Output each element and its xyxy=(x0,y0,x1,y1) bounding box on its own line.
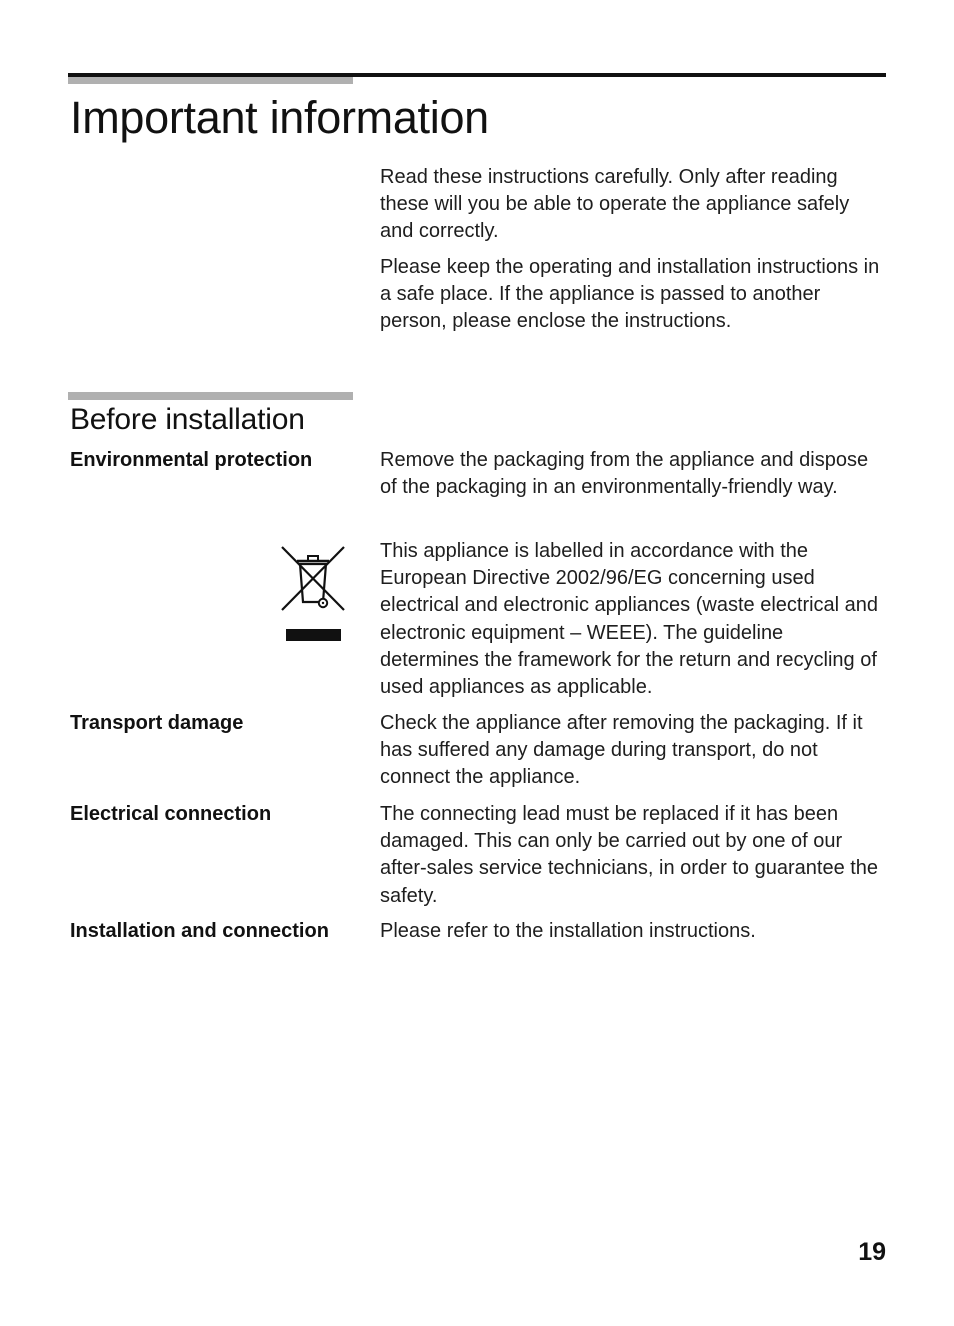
electrical-connection-paragraph: The connecting lead must be replaced if it has been damaged. This can only be carried out by one of our after-sales service technicians, in order to guarantee the safety. xyxy=(380,803,879,907)
label-installation-and-connection: Installation and connection xyxy=(70,920,329,942)
label-environmental-protection: Environmental protection xyxy=(70,449,313,471)
intro-paragraph: Please keep the operating and installation instructions in a safe place. If the appliance is passed to another person, please enclose the instructions. xyxy=(380,256,880,333)
page-title: Important information xyxy=(70,92,489,143)
label-transport-damage: Transport damage xyxy=(70,712,244,734)
weee-paragraph: This appliance is labelled in accordance with the European Directive 2002/96/EG concerning used electrical and electronic appliances (waste electrical and electronic equipment – WEEE). The guideline determines the framework for the return and recycling of used appliances as applicable. xyxy=(380,540,879,699)
page-number: 19 xyxy=(858,1238,886,1266)
title-rule xyxy=(68,73,886,77)
section-rule xyxy=(68,392,353,400)
transport-damage-paragraph: Check the appliance after removing the packaging. If it has suffered any damage during transport, do not connect the appliance. xyxy=(380,712,863,789)
installation-and-connection-paragraph: Please refer to the installation instructions. xyxy=(380,920,756,942)
crossed-out-wheelie-bin-icon xyxy=(279,544,347,644)
environmental-protection-paragraph: Remove the packaging from the appliance and dispose of the packaging in an environmentally-friendly way. xyxy=(380,449,869,499)
intro-paragraph: Read these instructions carefully. Only after reading these will you be able to operate the appliance safely and correctly. xyxy=(380,166,850,243)
title-rule-accent xyxy=(68,76,353,84)
label-electrical-connection: Electrical connection xyxy=(70,803,272,825)
section-title: Before installation xyxy=(70,403,305,436)
